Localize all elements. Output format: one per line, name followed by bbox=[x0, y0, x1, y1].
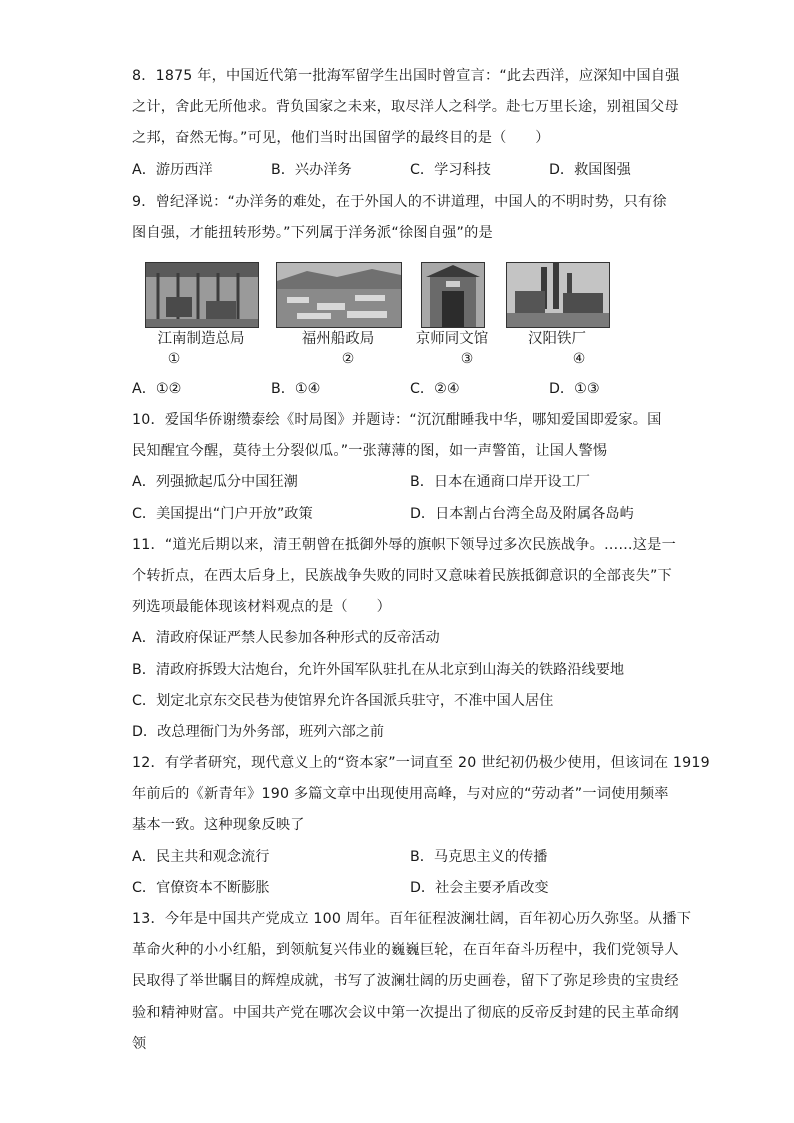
q8-option-a: A．游历西洋 bbox=[132, 162, 213, 178]
q13-line-4: 验和精神财富。中国共产党在哪次会议中第一次提出了彻底的反帝反封建的民主革命纲 bbox=[132, 1005, 679, 1021]
q9-line-1: 9．曾纪泽说：“办洋务的难处，在于外国人的不讲道理，中国人的不明时势，只有徐 bbox=[132, 194, 667, 210]
photo-number-1: ① bbox=[167, 351, 181, 367]
q10-option-a: A．列强掀起瓜分中国狂潮 bbox=[132, 474, 298, 490]
q12-option-d: D．社会主要矛盾改变 bbox=[410, 880, 549, 896]
q8-line-2: 之计，舍此无所他求。背负国家之未来，取尽洋人之科学。赴七万里长途，别祖国父母 bbox=[132, 99, 679, 115]
q11-option-c: C．划定北京东交民巷为使馆界允许各国派兵驻守，不准中国人居住 bbox=[132, 693, 554, 709]
fuzhou-shipyard-photo bbox=[276, 262, 402, 328]
q13-line-2: 革命火种的小小红船，到领航复兴伟业的巍巍巨轮，在百年奋斗历程中，我们党领导人 bbox=[132, 942, 679, 958]
q10-line-2: 民知醒宜今醒，莫待土分裂似瓜。”一张薄薄的图，如一声警笛，让国人警惕 bbox=[132, 443, 608, 459]
q9-option-d: D．①③ bbox=[549, 381, 600, 397]
q11-line-1: 11．“道光后期以来，清王朝曾在抵御外辱的旗帜下领导过多次民族战争。……这是一 bbox=[132, 537, 676, 553]
q11-line-2: 个转折点，在西太后身上，民族战争失败的同时又意味着民族抵御意识的全部丧失”下 bbox=[132, 568, 672, 584]
q11-option-b: B．清政府拆毁大沽炮台，允许外国军队驻扎在从北京到山海关的铁路沿线要地 bbox=[132, 662, 625, 678]
q9-option-b: B．①④ bbox=[271, 381, 321, 397]
q9-line-2: 图自强，才能扭转形势。”下列属于洋务派“徐图自强”的是 bbox=[132, 225, 493, 241]
q8-option-c: C．学习科技 bbox=[410, 162, 491, 178]
q11-line-3: 列选项最能体现该材料观点的是（ ） bbox=[132, 599, 391, 615]
q10-option-b: B．日本在通商口岸开设工厂 bbox=[410, 474, 590, 490]
q12-option-a: A．民主共和观念流行 bbox=[132, 849, 270, 865]
q10-line-1: 10．爱国华侨谢缵泰绘《时局图》并题诗：“沉沉酣睡我中华，哪知爱国即爱家。国 bbox=[132, 412, 662, 428]
photo-number-4: ④ bbox=[572, 351, 586, 367]
q8-line-1: 8．1875 年，中国近代第一批海军留学生出国时曾宣言：“此去西洋，应深知中国自强 bbox=[132, 68, 680, 84]
q12-line-1: 12．有学者研究，现代意义上的“资本家”一词直至 20 世纪初仍极少使用，但该词在 1919 bbox=[132, 755, 710, 771]
hanyang-ironworks-photo bbox=[506, 262, 610, 328]
q10-option-d: D．日本割占台湾全岛及附属各岛屿 bbox=[410, 506, 634, 522]
q13-line-5: 领 bbox=[132, 1036, 147, 1052]
q12-option-c: C．官僚资本不断膨胀 bbox=[132, 880, 270, 896]
q13-line-1: 13．今年是中国共产党成立 100 周年。百年征程波澜壮阔，百年初心历久弥坚。从播下 bbox=[132, 911, 692, 927]
photo-caption-4: 汉阳铁厂 bbox=[528, 331, 586, 347]
q11-option-a: A．清政府保证严禁人民参加各种形式的反帝活动 bbox=[132, 630, 440, 646]
photo-number-2: ② bbox=[341, 351, 355, 367]
q8-option-b: B．兴办洋务 bbox=[271, 162, 352, 178]
photo-number-3: ③ bbox=[460, 351, 474, 367]
q13-line-3: 民取得了举世瞩目的辉煌成就，书写了波澜壮阔的历史画卷，留下了弥足珍贵的宝贵经 bbox=[132, 973, 679, 989]
photo-caption-2: 福州船政局 bbox=[301, 331, 375, 347]
tongwenguan-gate-photo bbox=[421, 262, 485, 328]
photo-caption-1: 江南制造总局 bbox=[157, 331, 245, 347]
q9-option-c: C．②④ bbox=[410, 381, 460, 397]
jiangnan-arsenal-photo bbox=[145, 262, 259, 328]
q9-option-a: A．①② bbox=[132, 381, 182, 397]
q8-option-d: D．救国图强 bbox=[549, 162, 631, 178]
q12-line-2: 年前后的《新青年》190 多篇文章中出现使用高峰，与对应的“劳动者”一词使用频率 bbox=[132, 786, 669, 802]
q10-option-c: C．美国提出“门户开放”政策 bbox=[132, 506, 313, 522]
photo-caption-3: 京师同文馆 bbox=[415, 331, 489, 347]
q12-line-3: 基本一致。这种现象反映了 bbox=[132, 817, 305, 833]
q11-option-d: D．改总理衙门为外务部，班列六部之前 bbox=[132, 724, 385, 740]
q12-option-b: B．马克思主义的传播 bbox=[410, 849, 548, 865]
q8-line-3: 之邦，奋然无悔。”可见，他们当时出国留学的最终目的是（ ） bbox=[132, 130, 550, 146]
